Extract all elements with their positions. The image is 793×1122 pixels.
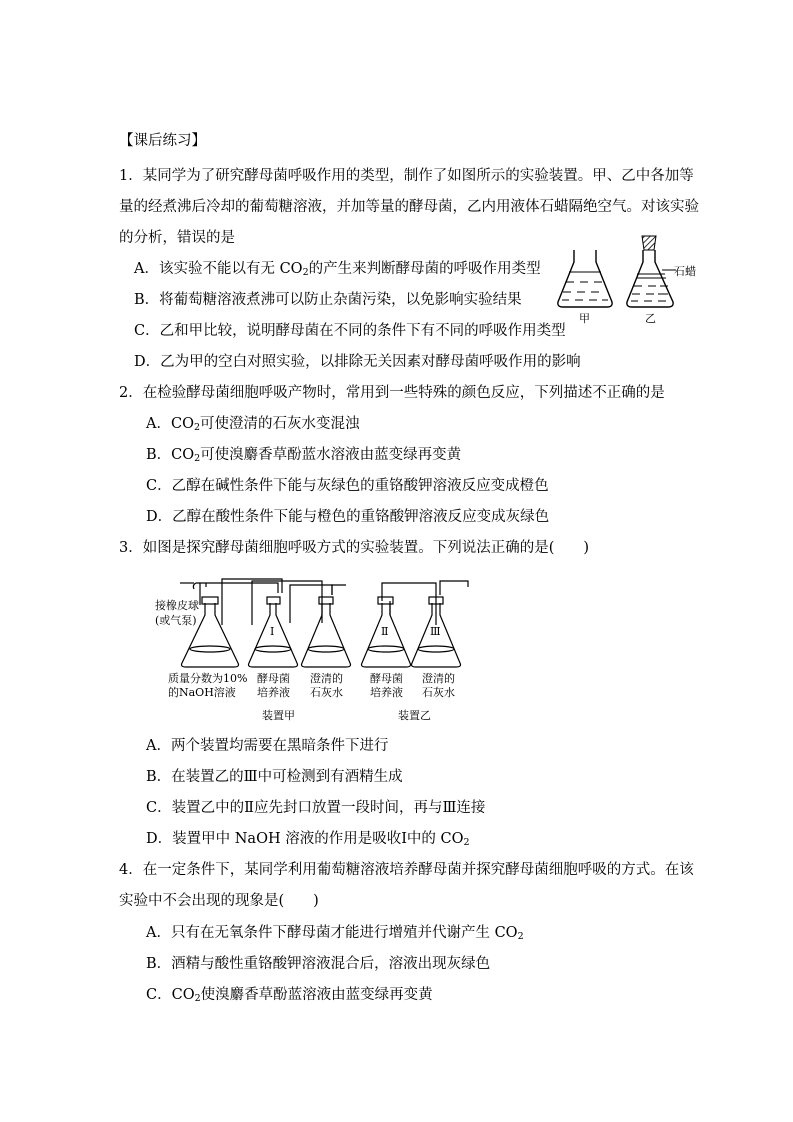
q1-option-c: C．乙和甲比较，说明酵母菌在不同的条件下有不同的呼吸作用类型	[134, 323, 566, 339]
q3-stem: 3．如图是探究酵母菌细胞呼吸方式的实验装置。下列说法正确的是( )	[119, 540, 590, 556]
q3-option-b: B．在装置乙的Ⅲ中可检测到有酒精生成	[146, 769, 403, 785]
label-wax: 石蜡	[674, 265, 696, 278]
label-jia: 甲	[579, 312, 590, 325]
q2-option-b: B．$CO_2$可使溴麝香草酚蓝水溶液由蓝变绿再变黄	[146, 447, 462, 464]
q2-option-a: A．$CO_2$可使澄清的石灰水变混浊	[146, 416, 360, 433]
label-yeast-2a: 酵母菌	[370, 672, 403, 685]
q2-stem: 2．在检验酵母菌细胞呼吸产物时，常用到一些特殊的颜色反应，下列描述不正确的是	[119, 385, 665, 401]
q1-flask-figure	[552, 232, 698, 324]
label-lime-1b: 石灰水	[310, 686, 343, 699]
q4-option-a: A．只有在无氧条件下酵母菌才能进行增殖并代谢产生 $CO_2$	[146, 925, 524, 942]
label-roman-3: Ⅲ	[430, 625, 441, 638]
q1-option-b: B．将葡萄糖溶液煮沸可以防止杂菌污染，以免影响实验结果	[134, 292, 522, 308]
caption-yi: 装置乙	[398, 709, 431, 722]
label-pump-1: 接橡皮球	[155, 599, 199, 612]
q1-option-d: D．乙为甲的空白对照实验，以排除无关因素对酵母菌呼吸作用的影响	[134, 354, 581, 370]
q3-option-a: A．两个装置均需要在黑暗条件下进行	[146, 738, 389, 754]
label-yeast-2b: 培养液	[370, 686, 403, 699]
q1-option-a: A．该实验不能以有无 $CO_2$的产生来判断酵母菌的呼吸作用类型	[134, 261, 541, 278]
label-naoh-2: 的NaOH溶液	[168, 686, 236, 699]
label-lime-1a: 澄清的	[310, 672, 343, 685]
label-roman-2: Ⅱ	[381, 625, 389, 638]
q3-option-c: C．装置乙中的Ⅱ应先封口放置一段时间，再与Ⅲ连接	[146, 800, 486, 816]
label-lime-2b: 石灰水	[422, 686, 455, 699]
q1-stem-line-2: 量的经煮沸后冷却的葡萄糖溶液，并加等量的酵母菌，乙内用液体石蜡隔绝空气。对该实验	[119, 199, 699, 215]
label-lime-2a: 澄清的	[422, 672, 455, 685]
label-yi: 乙	[645, 312, 656, 325]
q4-option-b: B．酒精与酸性重铬酸钾溶液混合后，溶液出现灰绿色	[146, 956, 491, 972]
label-yeast-1a: 酵母菌	[257, 672, 290, 685]
apparatus-diagram	[150, 575, 480, 725]
q2-option-d: D．乙醇在酸性条件下能与橙色的重铬酸钾溶液反应变成灰绿色	[146, 509, 550, 525]
flask-yi	[627, 236, 676, 307]
label-pump-2: (或气泵)	[155, 614, 197, 627]
q4-stem-line-1: 4．在一定条件下，某同学利用葡萄糖溶液培养酵母菌并探究酵母菌细胞呼吸的方式。在该	[119, 862, 694, 878]
q1-stem-line-1: 1．某同学为了研究酵母菌呼吸作用的类型，制作了如图所示的实验装置。甲、乙中各加等	[119, 168, 694, 184]
label-naoh-1: 质量分数为10%	[168, 672, 248, 685]
q4-option-c: C．$CO_2$使溴麝香草酚蓝溶液由蓝变绿再变黄	[146, 987, 433, 1004]
caption-jia: 装置甲	[262, 709, 295, 722]
q3-option-d: D．装置甲中 NaOH 溶液的作用是吸收Ⅰ中的 $CO_2$	[146, 831, 470, 848]
section-title: 【课后练习】	[119, 133, 206, 149]
flask-jia	[558, 250, 612, 307]
q4-stem-line-2: 实验中不会出现的现象是( )	[119, 893, 319, 909]
q2-option-c: C．乙醇在碱性条件下能与灰绿色的重铬酸钾溶液反应变成橙色	[146, 478, 549, 494]
label-roman-1: Ⅰ	[270, 625, 275, 638]
q3-apparatus-figure	[150, 575, 480, 725]
label-yeast-1b: 培养液	[257, 686, 290, 699]
q1-stem-line-3: 的分析，错误的是	[119, 230, 235, 246]
